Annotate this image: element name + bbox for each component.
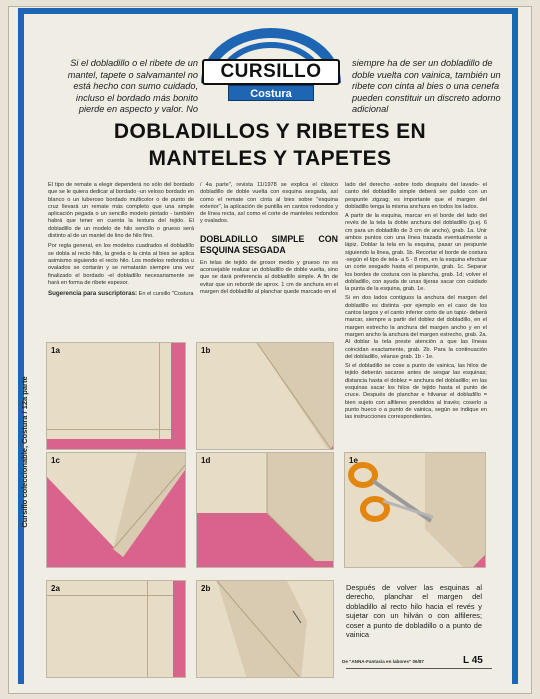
- photo-2a: [46, 580, 186, 678]
- photo-label-1e: 1e: [349, 456, 358, 465]
- col3-paragraph-2: A partir de la esquina, marcar en el borde del lado del revés de la tela la doble anchura del dobladillo (p.ej. 6 cm para un dobladillo de 3 cm de ancho), grab. 1a. Unir ambos puntos con una línea trazada eventualmente a lápiz. Doblar la tela en la esquina, pasar un pespunte siguiendo la línea, grab. 1b. Recortar el borde de costura -según el tipo de tela- a 5 - 8 mm, en la esquina efectuar un corte sesgado hasta el pespunte, grab. 1c. Separar los bordes de costura con la plancha, grab. 1d; volver el dobladillo, con ayuda de unas tijeras sacar con cuidado la punta de la esquina, grab. 1e.: [345, 213, 487, 293]
- headline-line-1: DOBLADILLOS Y RIBETES EN: [113, 120, 427, 143]
- fabric-fold-graphic: [197, 453, 334, 568]
- col2-paragraph-2: En telas de tejido de grosor medio y grueso no es aconsejable realizar un dobladillo de doble vuelta, sino que se dará preferencia al dobladillo simple. A fin de evitar que un rebordé de aprox. 1 cm de anchura en el margen del dobladillo al planchar quede marcado en el: [200, 259, 338, 295]
- fabric-swatch: [47, 343, 171, 439]
- cursillo-logo: [196, 27, 346, 115]
- section-subheading: DOBLADILLO SIMPLE CON ESQUINA SESGADA: [200, 233, 338, 255]
- photo-label-2b: 2b: [201, 584, 211, 593]
- suggestion-text: En el cursillo "Costura: [138, 291, 194, 298]
- col3-paragraph-3: Si en dos lados contiguos la anchura del margen del dobladillo es distinta -por ejemplo en el caso de los cantos largos y el canto inferior corto de un tapiz- deberá marcar, siempre a partir del doblez del dobladillo, en el margen estrecho la anchura del margen ancho y en el margen ancho la anchura del margen estrecho, grab. 2a. Al doblar la tela preste atención a que las líneas coincidan exactamente, grab. 2b. Para la continuación del dobladillo, véanse grab. 1b - 1e.: [345, 295, 487, 360]
- col1-paragraph-1: El tipo de remate a elegir dependerá no sólo del bordado que se le quiera dedicar al bordado -un veloso bordado en blanco o un luberoso bordado multicolor o de punto de cruz llevará un remate más completo que una simple aplicación pegada o un sencillo modelo pintado - también habrá que tener en cuenta la textura del tejido. El dobladillo de un modelo de hilo sencillo o grueso será distinto al de un mantel de lino de hilo fino.: [48, 182, 194, 240]
- photo-label-1c: 1c: [51, 456, 60, 465]
- body-column-3: [345, 182, 487, 422]
- photo-1e: [344, 452, 486, 568]
- right-blue-border: [512, 8, 518, 684]
- suggestion-label: Sugerencia para suscriptoras:: [48, 290, 138, 298]
- col1-paragraph-2: Por regla general, en los modelos cuadrados el dobladillo se dobla al recto hilo, la greda o la cinta al bies se aplica asimismo siguiendo el recto hilo. Los modelos redondos u ovalados se cortarán y se rematarán siempre una vez finalizado el bordado -el dobladillo necesariamente se hará en forma de ribete espesor.: [48, 243, 194, 286]
- col3-paragraph-1: lado del derecho -sobre todo después del lavado- el canto del dobladillo simple deberá ser pulido con un pespunte zigzag; es importante que el margen del dobladillo tenga la misma anchura en todos los lados.: [345, 182, 487, 210]
- top-blue-border: [18, 8, 518, 14]
- fold-line: [47, 595, 173, 596]
- vertical-sidebar-caption: [20, 232, 32, 672]
- intro-text-left: Si el dobladillo o el ribete de un mantel, tapete o salvamantel no está hecho con sumo cuidado, incluso el bordado más bonito pierde en aspecto y valor. No: [67, 58, 198, 114]
- footer-rule: [346, 668, 492, 669]
- fabric-fold-graphic: [197, 343, 334, 450]
- col3-paragraph-4: Si el dobladillo se cose a punto de vainica, las hilos de tejido deberán sacarse antes de sesgar las esquinas; distancia hasta el doblez = anchura del dobladillo; en las esquinas sacar los hilos de tejido hasta el punto de cruce. Después de planchar e hilvanar el dobladillo = bien sujeto con alfileres prendidos al través; coserlo a punto hueco o a punto de vainica, según se indique en las instrucciones correspondientes.: [345, 363, 487, 421]
- logo-title: CURSILLO: [202, 59, 340, 85]
- photo-1b: [196, 342, 334, 450]
- closing-instruction-text: Después de volver las esquinas al derecho, planchar el margen del dobladillo al recto hilo hacia el revés y sujetar con un hilván o con alfileres; coser a punto de dobladillo o a punto de vainica: [346, 583, 482, 640]
- body-column-2: [200, 182, 338, 296]
- photo-label-2a: 2a: [51, 584, 60, 593]
- photo-label-1b: 1b: [201, 346, 211, 355]
- col2-paragraph-1: / 4a parte", revista 11/1978 se explica el clásico dobladillo de doble vuelta con esquina sesgada, así como el remate con cinta al bies sobre "esquina exterior", la aplicación de puntilla en cantos redondos y de línea recta, así como el corte de manteles redondos y ovalados.: [200, 182, 338, 225]
- headline-line-2: MANTELES Y TAPETES: [148, 147, 392, 170]
- intro-text-right: siempre ha de ser un dobladillo de doble vuelta con vainica, también un ribete con cinta al bies o una cenefa pueden constituir un discreto adorno adicional: [352, 58, 501, 114]
- photo-1a: [46, 342, 186, 450]
- col1-paragraph-3: [48, 290, 194, 298]
- logo-subtitle: Costura: [228, 85, 314, 101]
- fabric-fold-graphic: [197, 581, 334, 678]
- fold-line: [159, 343, 160, 439]
- fabric-fold-graphic: [47, 453, 186, 568]
- fold-line: [47, 429, 171, 430]
- scissors-icon: [347, 459, 437, 529]
- vertical-caption-text: Cursillo coleccionable, Costura / 12a parte: [20, 376, 29, 528]
- fold-line: [147, 581, 148, 678]
- page-headline: [60, 118, 480, 172]
- page-number: L 45: [463, 655, 483, 666]
- photo-2b: [196, 580, 334, 678]
- body-column-1: [48, 182, 194, 298]
- photo-label-1a: 1a: [51, 346, 60, 355]
- photo-1d: [196, 452, 334, 568]
- footer-source-credit: De "ANNA-Fantasía en labores" 06/87: [342, 659, 424, 664]
- photo-label-1d: 1d: [201, 456, 211, 465]
- photo-1c: [46, 452, 186, 568]
